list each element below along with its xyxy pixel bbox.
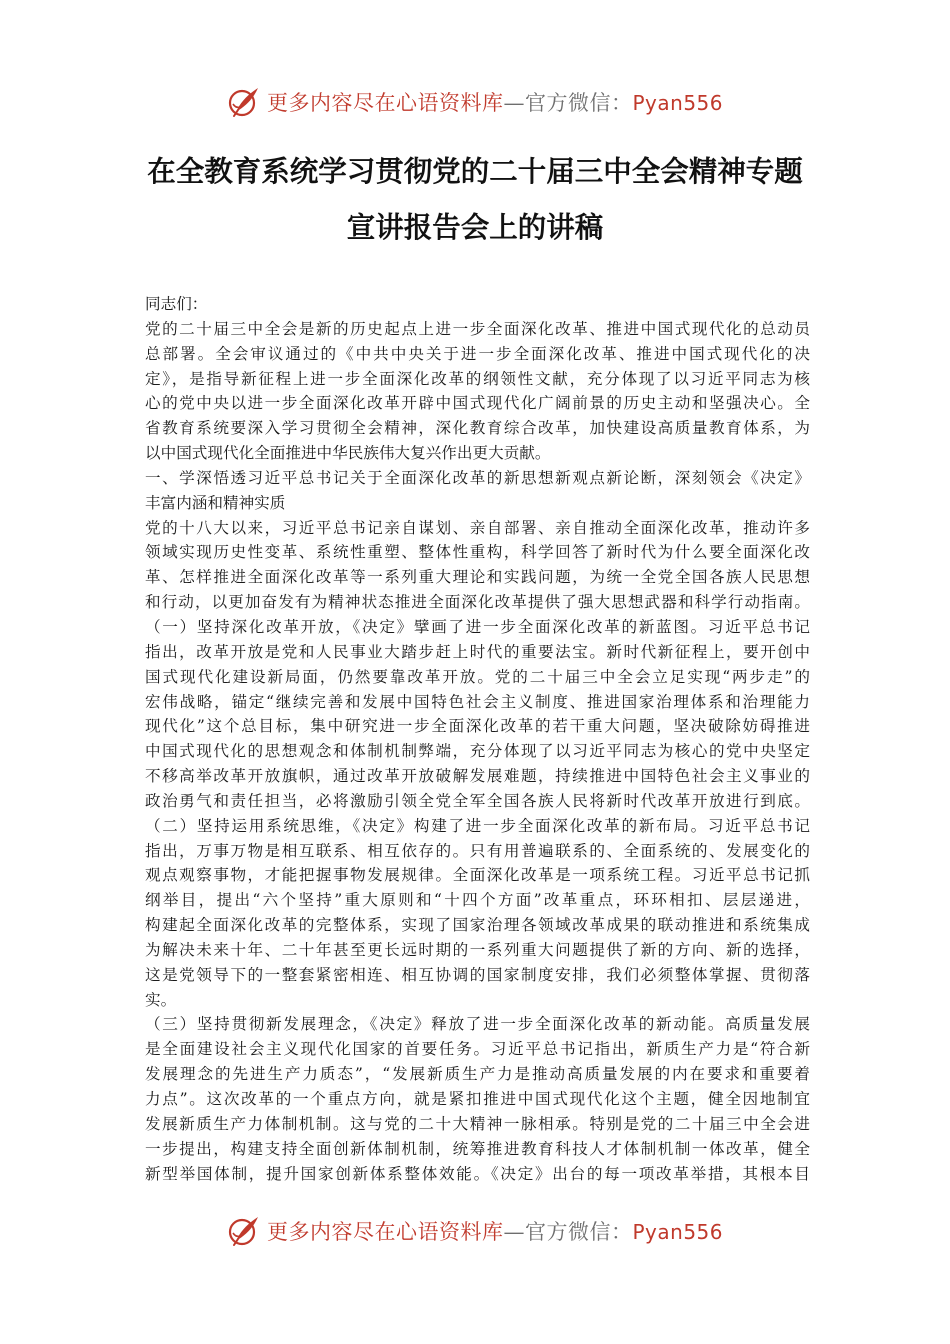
body-text-line: 力点”。这次改革的一个重点方向，就是紧扣推进中国式现代化这个主题，健全因地制宜 xyxy=(145,1090,810,1108)
banner-wechat-id: Pyan556 xyxy=(632,1220,723,1244)
body-text-line: 新型举国体制，提升国家创新体系整体效能。《决定》出台的每一项改革举措，其根本目 xyxy=(145,1164,810,1183)
body-text-line: 是全面建设社会主义现代化国家的首要任务。习近平总书记指出，新质生产力是“符合新 xyxy=(145,1040,810,1059)
body-text-line: 一步提出，构建支持全面创新体制机制，统筹推进教育科技人才体制机制一体改革，健全 xyxy=(145,1139,810,1158)
body-text-line: （三）坚持贯彻新发展理念，《决定》释放了进一步全面深化改革的新动能。高质量发展 xyxy=(145,1015,810,1034)
body-text-line: 总部署。全会审议通过的《中共中央关于进一步全面深化改革、推进中国式现代化的决 xyxy=(145,344,810,363)
document-body xyxy=(145,292,810,1186)
body-text-line: 以中国式现代化全面推进中华民族伟大复兴作出更大贡献。 xyxy=(145,444,551,463)
body-text-line: 同志们： xyxy=(145,295,208,313)
body-text-line: 领域实现历史性变革、系统性重塑、整体性重构，科学回答了新时代为什么要全面深化改 xyxy=(145,543,810,562)
body-text-line: 革、怎样推进全面深化改革等一系列重大理论和实践问题，为统一全党全国各族人民思想 xyxy=(145,568,810,587)
body-text-line: （二）坚持运用系统思维，《决定》构建了进一步全面深化改革的新布局。习近平总书记 xyxy=(145,816,810,835)
body-text-line: 党的二十届三中全会是新的历史起点上进一步全面深化改革、推进中国式现代化的总动员 xyxy=(145,319,810,338)
body-text-line: 实。 xyxy=(145,990,177,1009)
body-text-line: 指出，万事万物是相互联系、相互依存的。只有用普遍联系的、全面系统的、发展变化的 xyxy=(145,841,810,860)
body-text-line: （一）坚持深化改革开放，《决定》擘画了进一步全面深化改革的新蓝图。习近平总书记 xyxy=(145,617,810,636)
body-text-line: 心的党中央以进一步全面深化改革开辟中国式现代化广阔前景的历史主动和坚强决心。全 xyxy=(145,394,810,413)
body-text-line: 现代化”这个总目标，集中研究进一步全面深化改革的若干重大问题，坚决破除妨碍推进 xyxy=(145,717,810,736)
banner-main-text: 更多内容尽在心语资料库 xyxy=(266,1220,504,1244)
body-text-line: 定》，是指导新征程上进一步全面深化改革的纲领性文献，充分体现了以习近平同志为核 xyxy=(145,369,810,388)
body-text-line: 发展新质生产力体制机制。这与党的二十大精神一脉相承。特别是党的二十届三中全会进 xyxy=(145,1114,810,1133)
banner-main-text: 更多内容尽在心语资料库 xyxy=(266,91,504,115)
body-text-line: 这是党领导下的一整套紧密相连、相互协调的国家制度安排，我们必须整体掌握、贯彻落 xyxy=(145,965,810,984)
header-watermark-banner xyxy=(0,80,950,124)
body-text-line: 中国式现代化的思想观念和体制机制弊端，充分体现了以习近平同志为核心的党中央坚定 xyxy=(145,742,810,761)
body-text-line: 一、学深悟透习近平总书记关于全面深化改革的新思想新观点新论断，深刻领会《决定》 xyxy=(145,468,810,487)
document-title xyxy=(130,144,820,256)
body-text-line: 观点观察事物，才能把握事物发展规律。全面深化改革是一项系统工程。习近平总书记抓 xyxy=(145,866,810,885)
banner-sub-text: —官方微信： xyxy=(503,1220,633,1244)
body-text-line: 不移高举改革开放旗帜，通过改革开放破解发展难题，持续推进中国特色社会主义事业的 xyxy=(145,767,810,786)
footer-watermark-banner xyxy=(0,1209,950,1253)
body-text-line: 国式现代化建设新局面，仍然要靠改革开放。党的二十届三中全会立足实现“两步走”的 xyxy=(145,667,810,686)
body-text-line: 纲举目，提出“六个坚持”重大原则和“十四个方面”改革重点，环环相扣、层层递进， xyxy=(145,891,810,910)
feather-pen-logo-icon xyxy=(227,85,261,119)
title-line-1: 在全教育系统学习贯彻党的二十届三中全会精神专题 xyxy=(147,155,803,188)
body-text-line: 丰富内涵和精神实质 xyxy=(145,493,286,512)
feather-pen-logo-icon xyxy=(227,1214,261,1248)
banner-wechat-id: Pyan556 xyxy=(632,91,723,115)
body-text-line: 宏伟战略，锚定“继续完善和发展中国特色社会主义制度、推进国家治理体系和治理能力 xyxy=(145,692,810,711)
body-text-line: 构建起全面深化改革的完整体系，实现了国家治理各领域改革成果的联动推进和系统集成 xyxy=(145,916,810,935)
body-text-line: 省教育系统要深入学习贯彻全会精神，深化教育综合改革，加快建设高质量教育体系，为 xyxy=(145,419,810,438)
banner-sub-text: —官方微信： xyxy=(503,91,633,115)
body-text-line: 政治勇气和责任担当，必将激励引领全党全军全国各族人民将新时代改革开放进行到底。 xyxy=(145,791,810,810)
body-text-line: 为解决未来十年、二十年甚至更长远时期的一系列重大问题提供了新的方向、新的选择， xyxy=(145,940,810,959)
body-text-line: 党的十八大以来，习近平总书记亲自谋划、亲自部署、亲自推动全面深化改革，推动许多 xyxy=(145,518,810,537)
title-line-2: 宣讲报告会上的讲稿 xyxy=(346,211,604,244)
body-text-line: 发展理念的先进生产力质态”，“发展新质生产力是推动高质量发展的内在要求和重要着 xyxy=(145,1065,810,1084)
body-text-line: 和行动，以更加奋发有为精神状态推进全面深化改革提供了强大思想武器和科学行动指南。 xyxy=(145,593,810,612)
banner-text xyxy=(267,87,723,117)
banner-text xyxy=(267,1216,723,1246)
body-text-line: 指出，改革开放是党和人民事业大踏步赶上时代的重要法宝。新时代新征程上，要开创中 xyxy=(145,642,810,661)
